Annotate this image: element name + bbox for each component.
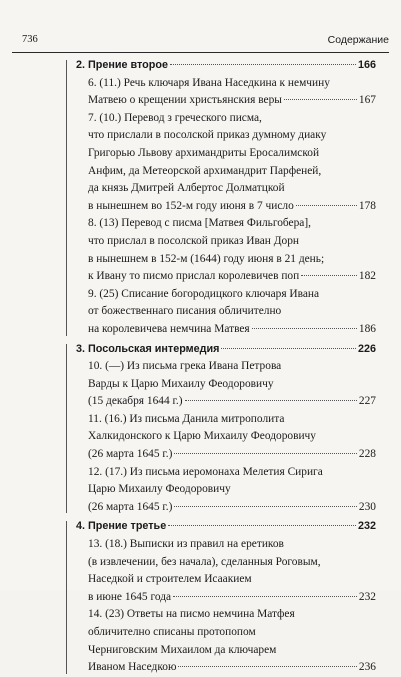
- entry-text-line: Черниговским Михаилом да ключарем: [88, 643, 277, 656]
- toc-section: [68, 518, 376, 676]
- entry-text-line: 11. (16.) Из письма Данила митрополита: [88, 412, 285, 425]
- dot-leader: [174, 506, 356, 507]
- section-title-line: [68, 341, 376, 359]
- entry-page: 186: [358, 322, 376, 335]
- entry-text-line: в нынешнем в 152-м (1644) году июня в 21 день;: [88, 252, 325, 265]
- entry-text: к Ивану то писмо прислал королевичев поп: [88, 270, 300, 283]
- entry-line: [88, 589, 376, 607]
- page-number: 736: [22, 34, 38, 45]
- toc-entry: [68, 411, 376, 464]
- dot-leader: [301, 275, 357, 276]
- entry-page: 228: [358, 448, 376, 461]
- dot-leader: [252, 328, 357, 329]
- dot-leader: [221, 348, 356, 349]
- table-of-contents: [68, 57, 376, 677]
- entry-page: 227: [358, 395, 376, 408]
- entry-text-line: 7. (10.) Перевод з греческого писма,: [88, 111, 262, 124]
- toc-entry: [68, 606, 376, 676]
- entry-page: 178: [358, 199, 376, 212]
- entry-page: 232: [358, 590, 376, 603]
- entry-text-line: Халкидонского к Царю Михаилу Феодоровичу: [88, 430, 316, 443]
- section-title-page: 226: [357, 342, 376, 355]
- entry-text-line: Наседкой и строителем Исаакием: [88, 573, 252, 586]
- entry-page: 167: [358, 94, 376, 107]
- section-title-page: 232: [357, 520, 376, 533]
- dot-leader: [185, 400, 357, 401]
- entry-text-line: что прислал в посолской приказ Иван Дорн: [88, 234, 300, 247]
- entry-line: [88, 92, 376, 110]
- page-header: [12, 30, 389, 53]
- entry-text-line: Анфим, да Метеорской архимандрит Парфеней,: [88, 164, 322, 177]
- section-title-line: [68, 57, 376, 75]
- entry-text-line: (в извлечении, без начала), сделанныя Роговым,: [88, 555, 321, 568]
- toc-section: [68, 57, 376, 339]
- toc-entry: [68, 464, 376, 517]
- toc-section: [68, 341, 376, 517]
- entry-line: [88, 393, 376, 411]
- entry-text-line: Царю Михаилу Феодоровичу: [88, 483, 231, 496]
- entry-text-line: 6. (11.) Речь ключаря Ивана Наседкина к немчину: [88, 76, 330, 89]
- entry-page: 230: [358, 500, 376, 513]
- dot-leader: [284, 99, 357, 100]
- entry-text-line: 10. (—) Из письма грека Ивана Петрова: [88, 360, 282, 373]
- entry-text: (26 марта 1645 г.): [88, 500, 173, 513]
- entry-text: (26 марта 1645 г.): [88, 448, 173, 461]
- entry-line: [88, 499, 376, 517]
- entry-text-line: да князь Дмитрей Албертос Долматцкой: [88, 182, 285, 195]
- entry-text: Матвею о крещении христьянския веры: [88, 94, 282, 107]
- entry-text: в нынешнем во 152-м году июня в 7 число: [88, 199, 294, 212]
- entry-page: 182: [358, 270, 376, 283]
- section-title-text: 2. Прение второе: [76, 59, 168, 71]
- entry-text-line: 12. (17.) Из письма иеромонаха Мелетия Сирига: [88, 465, 323, 478]
- entry-line: [88, 659, 376, 677]
- entry-line: [88, 446, 376, 464]
- entry-text-line: 8. (13) Перевод с писма [Матвея Фильгобера],: [88, 217, 312, 230]
- dot-leader: [296, 205, 357, 206]
- entry-line: [88, 198, 376, 216]
- toc-entry: [68, 110, 376, 216]
- toc-entry: [68, 286, 376, 339]
- entry-text-line: 9. (25) Списание богородицкого ключаря Ивана: [88, 287, 320, 300]
- dot-leader: [174, 453, 356, 454]
- section-title-page: 166: [357, 59, 376, 71]
- entry-line: [88, 268, 376, 286]
- dot-leader: [170, 64, 356, 65]
- entry-text-line: от божественнаго писания обличително: [88, 305, 282, 318]
- entry-text: в июне 1645 года: [88, 590, 172, 603]
- section-title-text: 4. Прение третье: [76, 520, 167, 533]
- entry-text-line: Варды к Царю Михаилу Феодоровичу: [88, 377, 274, 390]
- entry-text-line: Григорью Львову архимандриты Еросалимской: [88, 146, 320, 159]
- entry-text: Иваном Наседкою: [88, 661, 177, 674]
- entry-text-line: обличително списаны протопопом: [88, 626, 256, 638]
- entry-line: [88, 321, 376, 339]
- entry-text-line: 13. (18.) Выписки из правил на еретиков: [88, 538, 284, 551]
- toc-entry: [68, 215, 376, 285]
- entry-text-line: 14. (23) Ответы на писмо немчина Матфея: [88, 608, 295, 621]
- toc-entry: [68, 358, 376, 411]
- entry-text: на королевичева немчина Матвея: [88, 322, 250, 335]
- toc-entry: [68, 536, 376, 606]
- dot-leader: [168, 525, 356, 526]
- entry-text: (15 декабря 1644 г.): [88, 395, 183, 408]
- dot-leader: [173, 596, 357, 597]
- section-title-line: [68, 518, 376, 536]
- entry-text-line: что прислали в посолской приказ думному диаку: [88, 129, 327, 142]
- section-title-text: 3. Посольская интермедия: [76, 342, 220, 355]
- running-title: Содержание: [327, 34, 389, 46]
- dot-leader: [178, 666, 356, 667]
- toc-entry: [68, 75, 376, 110]
- entry-page: 236: [358, 661, 376, 674]
